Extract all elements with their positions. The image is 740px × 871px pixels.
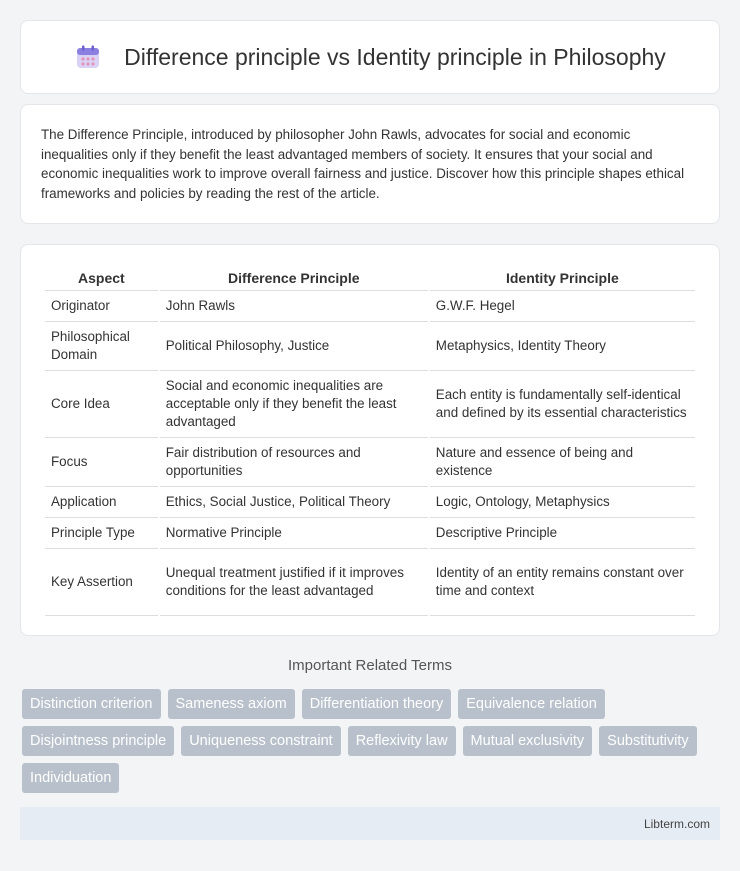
table-row: [45, 549, 695, 616]
table-cell: Principle Type: [45, 518, 158, 549]
header-identity-principle: Identity Principle: [430, 265, 695, 291]
comparison-table-card: [20, 244, 720, 636]
table-cell: Each entity is fundamentally self-identical and defined by its essential characteristics: [430, 371, 695, 438]
related-terms-title: Important Related Terms: [288, 657, 452, 674]
table-cell: G.W.F. Hegel: [430, 291, 695, 322]
table-cell: Originator: [45, 291, 158, 322]
table-cell: Metaphysics, Identity Theory: [430, 322, 695, 371]
table-row: [45, 438, 695, 487]
table-cell: John Rawls: [160, 291, 428, 322]
table-cell: Fair distribution of resources and opportunities: [160, 438, 428, 487]
related-term-tag[interactable]: Mutual exclusivity: [463, 726, 593, 756]
table-row: [45, 371, 695, 438]
header-card: [20, 20, 720, 94]
header-difference-principle: Difference Principle: [160, 265, 428, 291]
table-cell: Normative Principle: [160, 518, 428, 549]
table-cell: Application: [45, 487, 158, 518]
related-term-tag[interactable]: Substitutivity: [599, 726, 696, 756]
footer-site-link[interactable]: Libterm.com: [643, 816, 710, 831]
table-row: [45, 291, 695, 322]
table-cell: Nature and essence of being and existence: [430, 438, 695, 487]
table-row: [45, 322, 695, 371]
table-cell: Political Philosophy, Justice: [160, 322, 428, 371]
related-term-tag[interactable]: Differentiation theory: [302, 689, 452, 719]
table-cell: Key Assertion: [45, 549, 158, 616]
calendar-icon: [74, 43, 102, 71]
table-cell: Social and economic inequalities are acceptable only if they benefit the least advantaged: [160, 371, 428, 438]
table-row: [45, 518, 695, 549]
header-aspect: Aspect: [45, 265, 158, 291]
related-term-tag[interactable]: Reflexivity law: [348, 726, 456, 756]
related-term-tag[interactable]: Uniqueness constraint: [181, 726, 340, 756]
related-term-tag[interactable]: Distinction criterion: [22, 689, 161, 719]
table-cell: Philosophical Domain: [45, 322, 158, 371]
related-term-tag[interactable]: Equivalence relation: [458, 689, 605, 719]
table-cell: Logic, Ontology, Metaphysics: [430, 487, 695, 518]
related-term-tag[interactable]: Individuation: [22, 763, 119, 793]
table-cell: Unequal treatment justified if it improves conditions for the least advantaged: [160, 549, 428, 616]
comparison-table: [43, 265, 697, 616]
related-terms-list: [22, 689, 722, 793]
footer: [20, 807, 720, 840]
table-cell: Ethics, Social Justice, Political Theory: [160, 487, 428, 518]
table-cell: Descriptive Principle: [430, 518, 695, 549]
intro-text: The Difference Principle, introduced by philosopher John Rawls, advocates for social and economic inequalities only if they benefit the least advantaged members of society. It ensures that your social and economic inequalities work to improve overall fairness and justice. Discover how this principle shapes ethical frameworks and policies by reading the rest of the article.: [41, 127, 685, 201]
table-header-row: [45, 265, 695, 291]
table-cell: Core Idea: [45, 371, 158, 438]
related-term-tag[interactable]: Sameness axiom: [168, 689, 295, 719]
table-cell: Focus: [45, 438, 158, 487]
related-term-tag[interactable]: Disjointness principle: [22, 726, 174, 756]
intro-card: [20, 104, 720, 224]
table-cell: Identity of an entity remains constant over time and context: [430, 549, 695, 616]
table-row: [45, 487, 695, 518]
page-title: Difference principle vs Identity principle in Philosophy: [124, 43, 666, 70]
